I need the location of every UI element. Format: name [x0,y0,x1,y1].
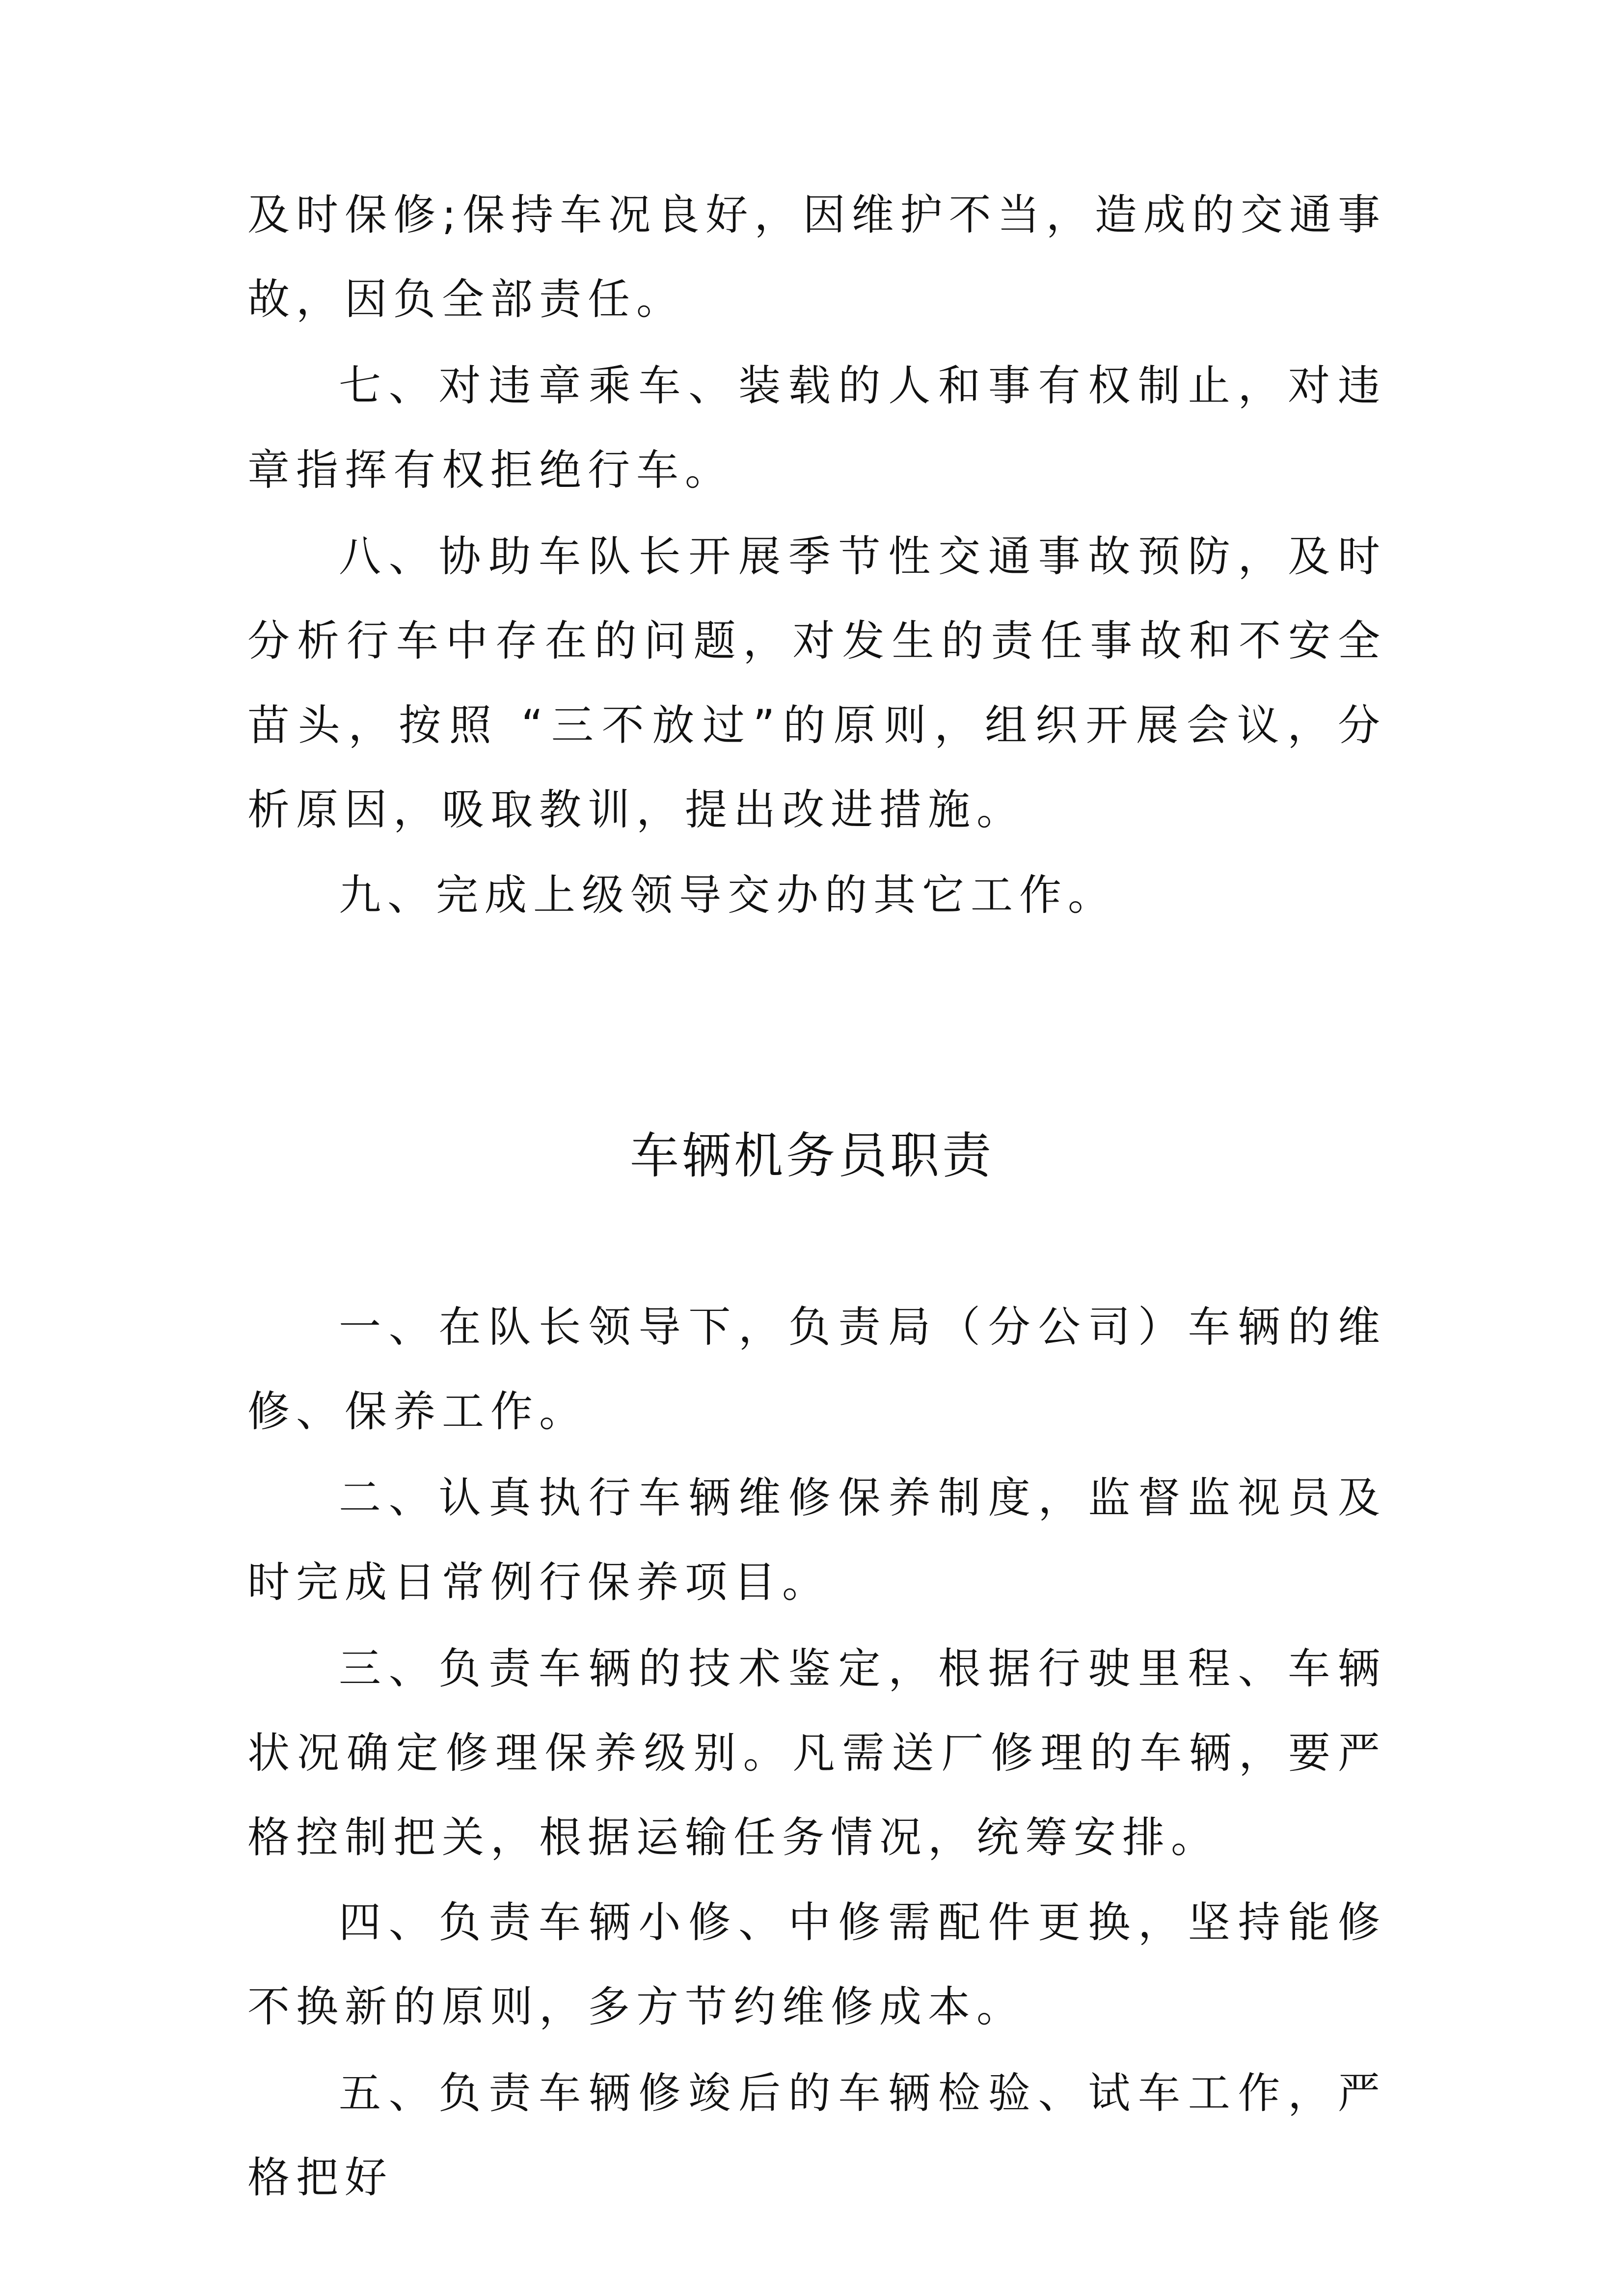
paragraph-duty-1: 一、在队长领导下，负责局（分公司）车辆的维修、保养工作。 [247,1303,1386,1436]
paragraph-duty-4: 四、负责车辆小修、中修需配件更换，坚持能修不换新的原则，多方节约维修成本。 [247,1898,1386,2031]
paragraph-continuation: 及时保修;保持车况良好，因维护不当，造成的交通事故，因负全部责任。 [247,190,1386,324]
paragraph-duty-5: 五、负责车辆修竣后的车辆检验、试车工作，严格把好 [247,2069,1386,2202]
paragraph-item-8: 八、协助车队长开展季节性交通事故预防，及时分析行车中存在的问题，对发生的责任事故和不安全苗头，按照 “三不放过”的原则，组织开展会议，分析原因，吸取教训，提出改进措施。 [247,532,1386,834]
section-title: 车辆机务员职责 [630,1127,994,1184]
paragraph-item-7: 七、对违章乘车、装载的人和事有权制止，对违章指挥有权拒绝行车。 [247,361,1386,495]
paragraph-duty-3: 三、负责车辆的技术鉴定，根据行驶里程、车辆状况确定修理保养级别。凡需送厂修理的车辆，要严格控制把关，根据运输任务情况，统筹安排。 [247,1644,1386,1862]
paragraph-item-9: 九、完成上级领导交办的其它工作。 [339,871,1116,920]
paragraph-duty-2: 二、认真执行车辆维修保养制度，监督监视员及时完成日常例行保养项目。 [247,1473,1386,1607]
